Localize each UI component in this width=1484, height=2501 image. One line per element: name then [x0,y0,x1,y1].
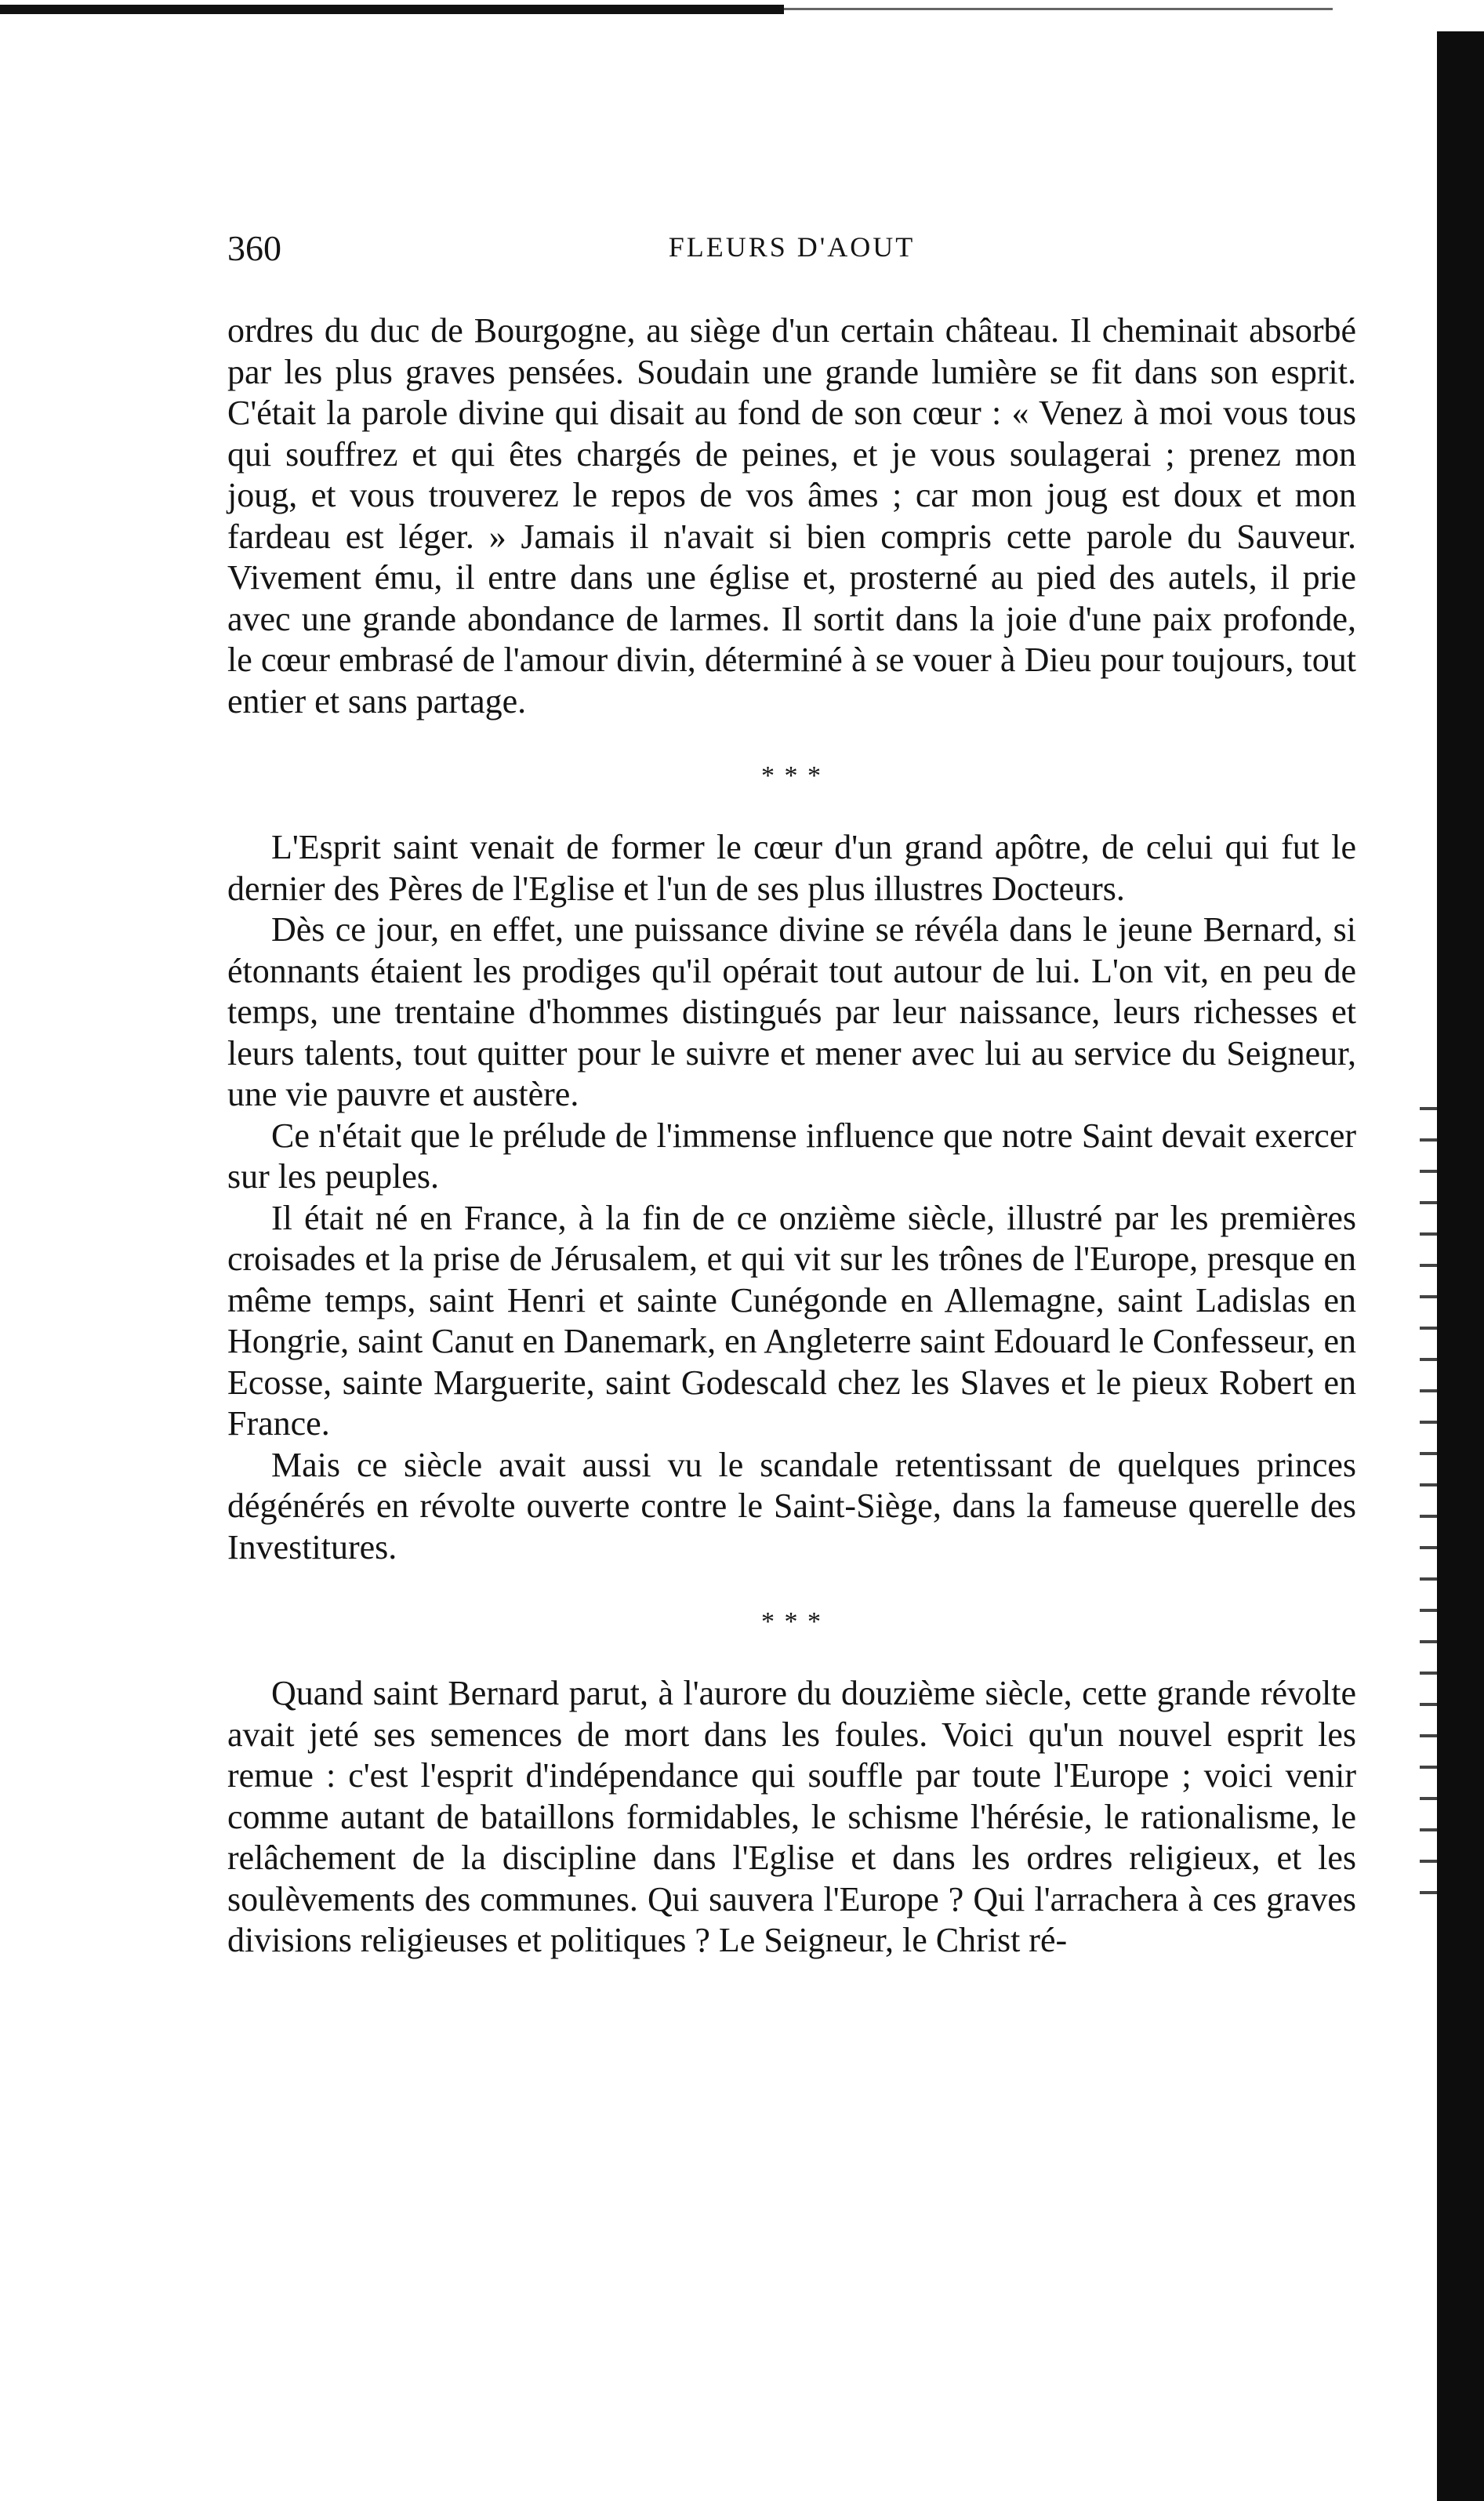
paragraph: Dès ce jour, en effet, une puissance divine se révéla dans le jeune Bernard, si étonnants étaient les prodiges qu'il opérait tout autour de lui. L'on vit, en peu de temps, une trentaine d'hommes distingués par leur naissance, leurs richesses et leurs talents, tout quitter pour le suivre et mener avec lui au service du Seigneur, une vie pauvre et austère. [227,910,1356,1113]
page-number: 360 [227,228,281,268]
top-scan-rule-thin [784,8,1333,10]
paragraph: Ce n'était que le prélude de l'immense influence que notre Saint devait exercer sur les peuples. [227,1116,1356,1196]
asterism-divider: * * * [761,1607,822,1636]
right-scan-edge-marks [1420,1098,1437,1921]
paragraph: Mais ce siècle avait aussi vu le scandale retentissant de quelques princes dégénérés en révolte ouverte contre le Saint-Siège, dans la fameuse querelle des Investitures. [227,1445,1356,1566]
running-head [227,227,1356,282]
top-scan-rule [0,5,784,14]
paragraph: ordres du duc de Bourgogne, au siège d'un certain château. Il cheminait absorbé par les plus graves pensées. Soudain une grande lumière se fit dans son esprit. C'était la parole divine qui disait au fond de son cœur : « Venez à moi vous tous qui souffrez et qui êtes chargés de peines, et je vous soulagerai ; prenez mon joug, et vous trouverez le repos de vos âmes ; car mon joug est doux et mon fardeau est léger. » Jamais il n'avait si bien compris cette parole du Sauveur. Vivement ému, il entre dans une église et, prosterné au pied des autels, il prie avec une grande abondance de larmes. Il sortit dans la joie d'une paix profonde, le cœur embrasé de l'amour divin, déterminé à se vouer à Dieu pour toujours, tout entier et sans partage. [227,311,1356,721]
right-scan-edge [1437,31,1484,2501]
paragraph: L'Esprit saint venait de former le cœur d'un grand apôtre, de celui qui fut le dernier des Pères de l'Eglise et l'un de ses plus illustres Docteurs. [227,828,1356,908]
running-title: FLEURS D'AOUT [668,231,916,263]
paragraph: Quand saint Bernard parut, à l'aurore du douzième siècle, cette grande révolte avait jeté ses semences de mort dans les foules. Voici qu'un nouvel esprit les remue : c'est l'esprit d'indépendance qui souffle par toute l'Europe ; voici venir comme autant de bataillons formidables, le schisme l'hérésie, le rationalisme, le relâchement de la discipline dans l'Eglise et dans les ordres religieux, et les soulèvements des communes. Qui sauvera l'Europe ? Qui l'arrachera à ces graves divisions religieuses et politiques ? Le Seigneur, le Christ ré- [227,1674,1356,1959]
asterism-divider: * * * [761,761,822,790]
paragraph: Il était né en France, à la fin de ce onzième siècle, illustré par les premières croisades et la prise de Jérusalem, et qui vit sur les trônes de l'Europe, presque en même temps, saint Henri et sainte Cunégonde en Allemagne, saint Ladislas en Hongrie, saint Canut en Danemark, en Angleterre saint Edouard le Confesseur, en Ecosse, sainte Marguerite, saint Godescald chez les Slaves et le pieux Robert en France. [227,1198,1357,1443]
book-page [227,227,1356,1962]
